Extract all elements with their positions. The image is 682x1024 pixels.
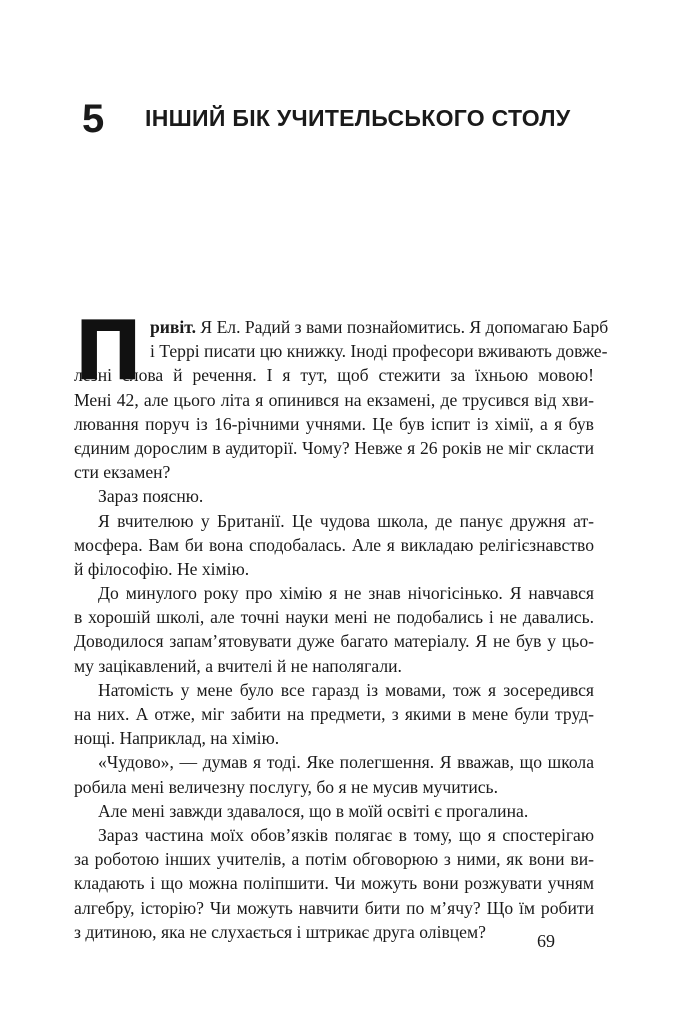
- text-line: Зараз частина моїх обов’язків полягає в тому, що я спостерігаю: [98, 824, 594, 845]
- text-line: в хорошій школі, але точні науки мені не подобались і не давались.: [74, 607, 594, 628]
- text-line: мосфера. Вам би вона сподобалась. Але я викладаю релігієзнавство: [74, 534, 594, 555]
- text-line: з дитиною, яка не слухається і штрикає друга олівцем?: [74, 921, 486, 942]
- text-line: Але мені завжди здавалося, що в моїй освіті є прогалина.: [98, 800, 529, 821]
- text-line: робила мені величезну послугу, бо я не мусив мучитись.: [74, 776, 498, 797]
- text-line: за роботою інших учителів, а потім обговорюю з ними, як вони ви-: [74, 849, 594, 870]
- text-line: лювання поруч із 16-річними учнями. Це був іспит із хімії, а я був: [74, 413, 594, 434]
- chapter-title: ІНШИЙ БІК УЧИТЕЛЬСЬКОГО СТОЛУ: [145, 105, 571, 131]
- drop-cap: П: [74, 304, 143, 399]
- text-line: «Чудово», — думав я тоді. Яке полегшення. Я вважав, що школа: [98, 752, 594, 773]
- text-line: нощі. Наприклад, на хімію.: [74, 728, 280, 749]
- text-line: Я вчителюю у Британії. Це чудова школа, де панує дружня ат-: [98, 510, 594, 531]
- text-line: сти екзамен?: [74, 462, 171, 483]
- text-line: і Террі писати цю книжку. Іноді професори вживають довже-: [150, 341, 608, 362]
- text-line: Доводилося запам’ятовувати дуже багато матеріалу. Я не був у цьо-: [74, 631, 594, 652]
- text-line: Натомість у мене було все гаразд із мовами, тож я зосередився: [98, 679, 594, 700]
- text-line: Мені 42, але цього літа я опинився на екзамені, де трусився від хви-: [74, 389, 594, 410]
- body-text: [74, 304, 609, 944]
- text-line: кладають і що можна поліпшити. Чи можуть вони розжувати учням: [74, 873, 594, 894]
- lead-word: ривіт.: [150, 317, 197, 337]
- text-line: [74, 315, 609, 339]
- chapter-number: 5: [82, 97, 105, 141]
- text-line: лезні слова й речення. І я тут, щоб стежити за їхньою мовою!: [74, 365, 594, 386]
- text-line: му зацікавлений, а вчителі й не наполягали.: [74, 655, 402, 676]
- page-number: 69: [537, 931, 555, 951]
- text-line: алгебру, історію? Чи можуть навчити бити по м’ячу? Що їм робити: [74, 897, 594, 918]
- text-line: Зараз поясню.: [98, 486, 204, 507]
- text-line: До минулого року про хімію я не знав нічогісінько. Я навчався: [98, 583, 594, 604]
- text-line: єдиним дорослим в аудиторії. Чому? Невже я 26 років не міг скласти: [74, 437, 594, 458]
- text-line-content: Я Ел. Радий з вами познайомитись. Я допомагаю Барб: [196, 317, 609, 337]
- text-line: на них. А отже, міг забити на предмети, з якими в мене були труд-: [74, 704, 594, 724]
- text-line: й філософію. Не хімію.: [74, 558, 250, 579]
